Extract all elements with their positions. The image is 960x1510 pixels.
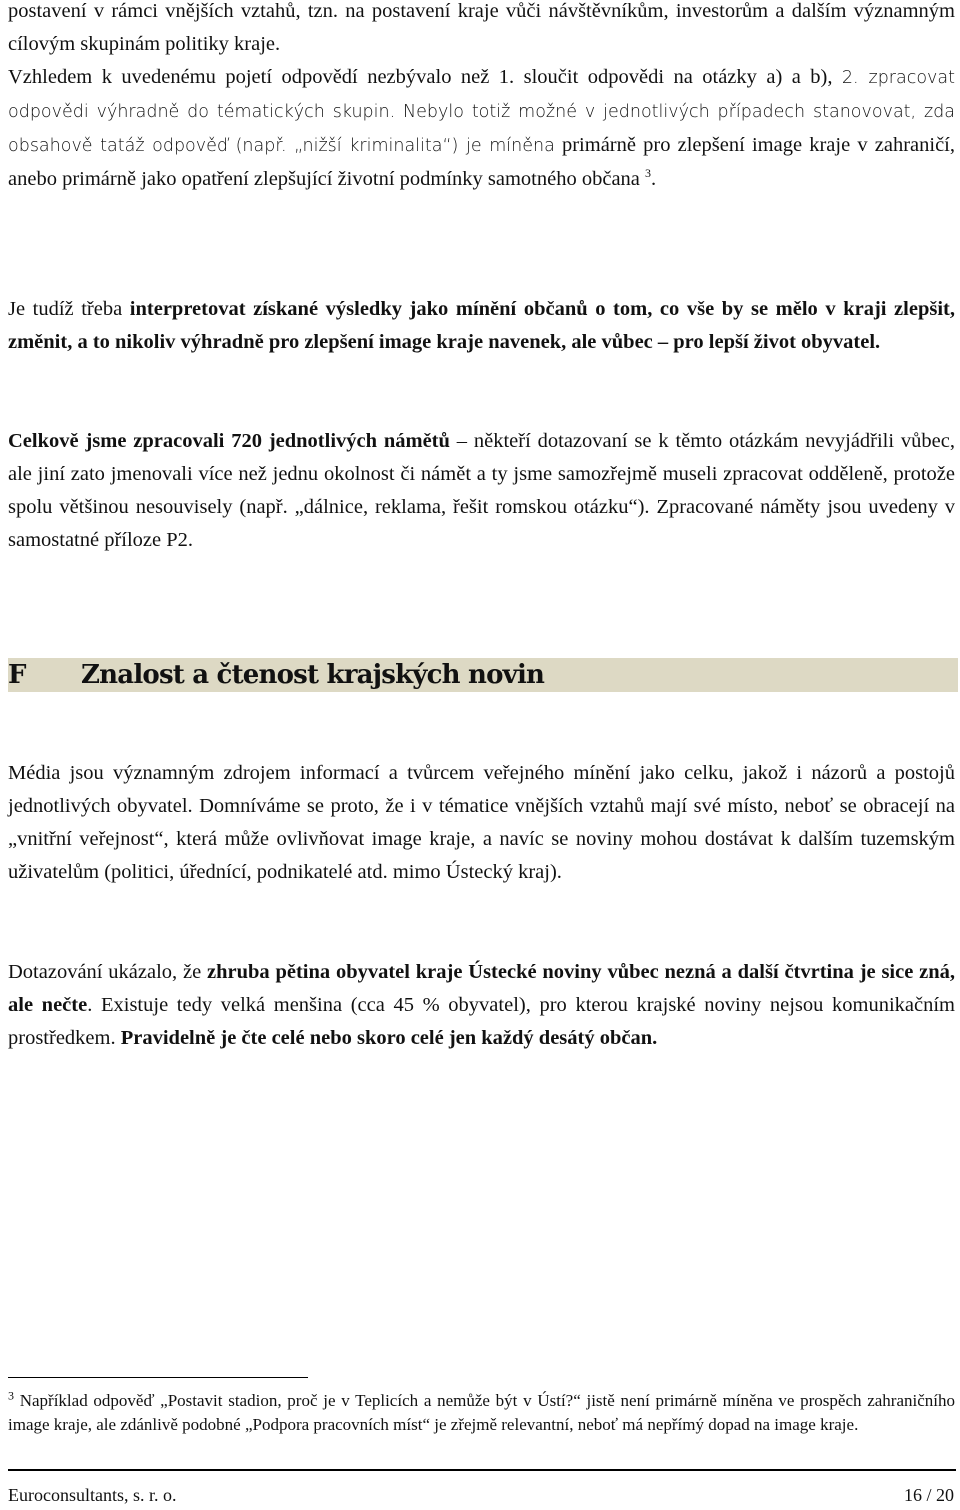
page-number: 16 / 20	[903, 1485, 954, 1505]
paragraph-interpretation	[8, 293, 955, 359]
footnote-number: 3	[8, 1388, 14, 1403]
bold-text: Celkově jsme zpracovali 720 jednotlivých námětů	[8, 430, 450, 452]
text: Je tudíž třeba	[8, 298, 130, 320]
paragraph-media: Média jsou významným zdrojem informací a tvůrcem veřejného mínění jako celku, jakož i názorů a postojů jednotlivých obyvatel. Domníváme se proto, že i v tématice vnějších vztahů mají své místo, neboť se obracejí na „vnitřní veřejnost“, která může ovlivňovat image kraje, a navíc se noviny mohou dostávat k dalším tuzemským uživatelům (politici, úřednící, podnikatelé atd. mimo Ústecký kraj).	[8, 762, 955, 883]
section-title: Znalost a čtenost krajských novin	[81, 660, 545, 690]
text: Dotazování ukázalo, že	[8, 961, 207, 983]
footnote-ref[interactable]: 3	[645, 166, 652, 181]
section-letter: F	[8, 660, 26, 690]
bold-text: zhruba pětina obyvatel kraje Ústecké noviny vůbec nezná a další čtvrtina je sice zná, ale nečte	[8, 961, 956, 1016]
paragraph-approach	[8, 61, 955, 196]
text: .	[651, 168, 657, 190]
footer-divider	[8, 1469, 956, 1471]
text: Vzhledem k uvedenému pojetí odpovědí nezbývalo než 1. sloučit odpovědi na otázky a) a b),	[8, 66, 842, 88]
text: – někteří dotazovaní se k těmto otázkám nevyjádřili vůbec, ale jiní zato jmenovali více než jednu okolnost či námět a ty jsme samozřejmě museli zpracovat odděleně, protože spolu většinou nesouvisely (např. „dálnice, reklama, řešit romskou otázku“). Zpracované náměty jsou uvedeny v samostatné příloze P2.	[8, 430, 955, 551]
footnote-divider	[8, 1377, 308, 1378]
footer-company: Euroconsultants, s. r. o.	[8, 1485, 177, 1505]
text: 2. zpracovat odpovědi výhradně do tématických skupin. Nebylo totiž možné v jednotlivých případech stanovovat, zda obsahově tatáž odpověď (např. „nižší kriminalita“) je míněna	[8, 68, 955, 156]
text: . Existuje tedy velká menšina (cca 45 % obyvatel), pro kterou krajské noviny nejsou komunikačním prostředkem.	[8, 994, 955, 1049]
bold-text: interpretovat získané výsledky jako mínění občanů o tom, co vše by se mělo v kraji zlepšit, změnit, a to nikoliv výhradně pro zlepšení image kraje navenek, ale vůbec – pro lepší život obyvatel.	[8, 298, 955, 353]
text: primárně pro zlepšení image kraje v zahraničí, anebo primárně jako opatření zlepšující životní podmínky samotného občana	[8, 134, 955, 190]
paragraph-survey	[8, 956, 955, 1055]
bold-text: Pravidelně je čte celé nebo skoro celé jen každý desátý občan.	[120, 1027, 658, 1049]
footnote-text: Například odpověď „Postavit stadion, proč je v Teplicích a nemůže být v Ústí?“ jistě není primárně míněna ve prospěch zahraničního image kraje, ale zdánlivě podobné „Podpora pracovních míst“ je zřejmě relevantní, neboť má nepřímý dopad na image kraje.	[8, 1391, 955, 1434]
paragraph-total	[8, 425, 955, 557]
paragraph-intro: postavení v rámci vnějších vztahů, tzn. na postavení kraje vůči návštěvníkům, investorům a dalším významným cílovým skupinám politiky kraje.	[8, 0, 955, 55]
footnote	[8, 1389, 955, 1437]
